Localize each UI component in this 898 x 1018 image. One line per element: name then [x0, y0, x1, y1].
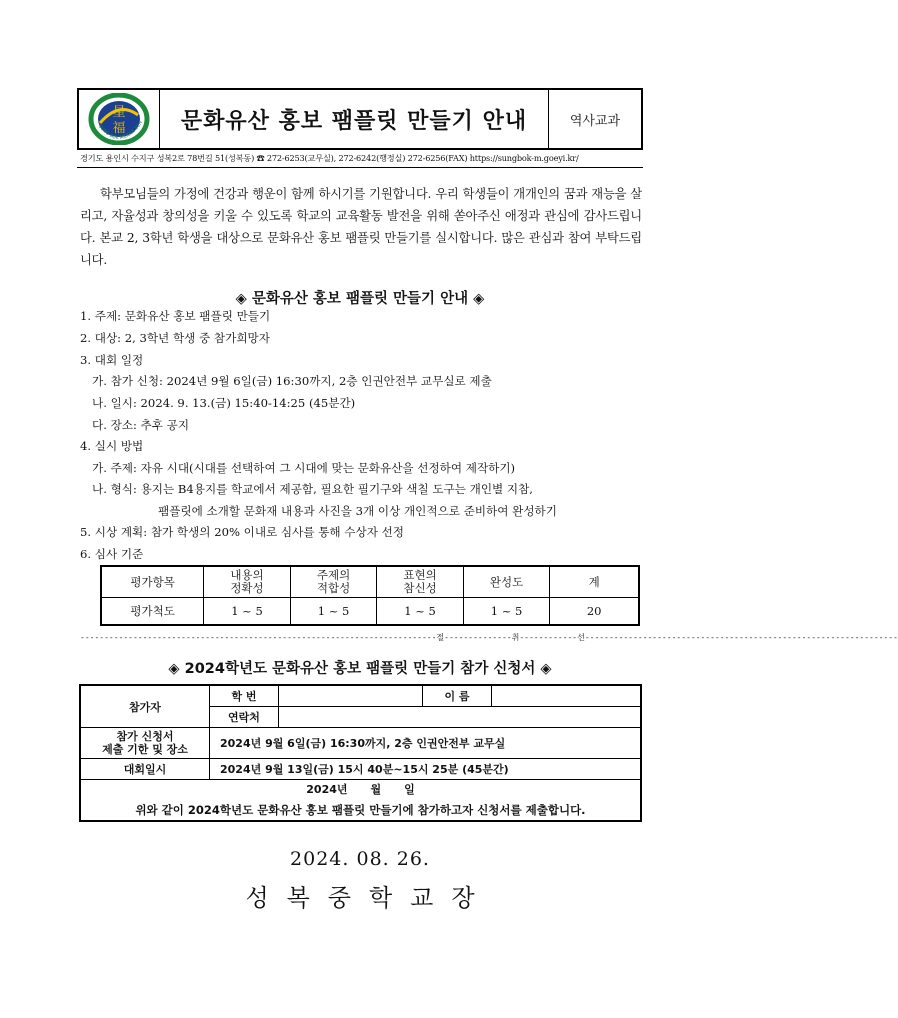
contact-field[interactable] — [279, 707, 642, 728]
cut-char: 취 — [511, 633, 520, 642]
signature-block — [80, 780, 641, 822]
cut-char: 선 — [577, 633, 585, 642]
item-award: 5. 시상 계획: 참가 학생의 20% 이내로 심사를 통해 수상자 선정 — [80, 525, 404, 539]
item-schedule-date: 나. 일시: 2024. 9. 13.(금) 15:40-14:25 (45분간) — [92, 396, 356, 410]
student-id-field[interactable] — [279, 685, 423, 707]
eval-header: 내용의 정확성 — [204, 566, 291, 598]
eval-cell: 1 ~ 5 — [290, 598, 377, 626]
logo-ring-text: SUNG BOK MIDDLE SCH — [96, 120, 145, 142]
eval-cell: 평가척도 — [101, 598, 204, 626]
item-method-format-cont: 팸플릿에 소개할 문화재 내용과 사진을 3개 이상 개인적으로 준비하여 완성하기 — [158, 504, 557, 518]
name-label: 이 름 — [423, 685, 492, 707]
contest-date-label: 대회일시 — [80, 759, 210, 780]
header-box — [77, 88, 643, 150]
item-target: 2. 대상: 2, 3학년 학생 중 참가희망자 — [80, 331, 270, 345]
item-schedule: 3. 대회 일정 — [80, 353, 144, 367]
section-title-application: ◈ 2024학년도 문화유산 홍보 팸플릿 만들기 참가 신청서 ◈ — [168, 661, 552, 677]
name-field[interactable] — [492, 685, 642, 707]
eval-header: 완성도 — [463, 566, 550, 598]
contact-label: 연락처 — [210, 707, 279, 728]
eval-cell: 1 ~ 5 — [377, 598, 464, 626]
deadline-label: 참가 신청서 제출 기한 및 장소 — [80, 728, 210, 759]
principal-name: 성복중학교장 — [245, 884, 493, 912]
school-logo — [79, 90, 160, 148]
application-form — [79, 684, 642, 822]
intro-text: 학부모님들의 가정에 건강과 행운이 함께 하시기를 기원합니다. 우리 학생들이 개개인의 꿈과 재능을 살리고, 자율성과 창의성을 키울 수 있도록 학교의 교육활동 발전을 위해 쏟아주신 애정과 관심에 감사드립니다. 본교 2, 3학년 학생을 대상으로 문화유산 홍보 팸플릿 만들기를 실시합니다. 많은 관심과 참여 부탁드립니다. — [80, 187, 642, 267]
logo-char-top: 星 — [112, 105, 126, 120]
contest-date-value: 2024년 9월 13일(금) 15시 40분~15시 25분 (45분간) — [210, 759, 642, 780]
intro-paragraph — [80, 183, 642, 271]
department-label: 역사교과 — [548, 90, 641, 148]
school-emblem-icon — [88, 93, 150, 145]
item-schedule-apply: 가. 참가 신청: 2024년 9월 6일(금) 16:30까지, 2층 인권안전부 교무실로 제출 — [92, 374, 492, 388]
sign-date: 2024년 월 일 — [306, 783, 415, 796]
item-method: 4. 실시 방법 — [80, 439, 144, 453]
application-statement: 위와 같이 2024학년도 문화유산 홍보 팸플릿 만들기에 참가하고자 신청서를 제출합니다. — [135, 803, 586, 817]
participant-label: 참가자 — [80, 685, 210, 728]
item-schedule-place: 다. 장소: 추후 공지 — [92, 418, 190, 432]
item-criteria: 6. 심사 기준 — [80, 547, 144, 561]
deadline-value: 2024년 9월 6일(금) 16:30까지, 2층 인권안전부 교무실 — [210, 728, 642, 759]
eval-header: 주제의 적합성 — [290, 566, 377, 598]
logo-char-bottom: 福 — [112, 121, 126, 136]
eval-header: 표현의 참신성 — [377, 566, 464, 598]
item-method-format: 나. 형식: 용지는 B4용지를 학교에서 제공함, 필요한 필기구와 색칠 도구는 개인별 지참, — [92, 482, 533, 496]
evaluation-table — [100, 565, 640, 626]
divider — [77, 167, 643, 168]
document-title: 문화유산 홍보 팸플릿 만들기 안내 — [180, 108, 528, 134]
eval-header: 평가항목 — [101, 566, 204, 598]
school-address: 경기도 용인시 수지구 성복2로 78번길 51(성복동) ☎ 272-6253(교무실), 272-6242(행정실) 272-6256(FAX) https://sungbok-m.goeyi.kr/ — [80, 153, 579, 163]
cut-char: 절 — [436, 633, 445, 642]
cut-line: --------------------------------------------------------------------------절--------------취------------선----------------------------------------------------------------- — [80, 633, 898, 642]
item-topic: 1. 주제: 문화유산 홍보 팸플릿 만들기 — [80, 309, 271, 323]
eval-header: 계 — [550, 566, 639, 598]
issue-date: 2024. 08. 26. — [290, 848, 430, 870]
eval-cell: 20 — [550, 598, 639, 626]
student-id-label: 학 번 — [210, 685, 279, 707]
section-title-guide: ◈ 문화유산 홍보 팸플릿 만들기 안내 ◈ — [235, 291, 485, 307]
eval-cell: 1 ~ 5 — [463, 598, 550, 626]
eval-cell: 1 ~ 5 — [204, 598, 291, 626]
item-method-topic: 가. 주제: 자유 시대(시대를 선택하여 그 시대에 맞는 문화유산을 선정하여 제작하기) — [92, 461, 516, 475]
